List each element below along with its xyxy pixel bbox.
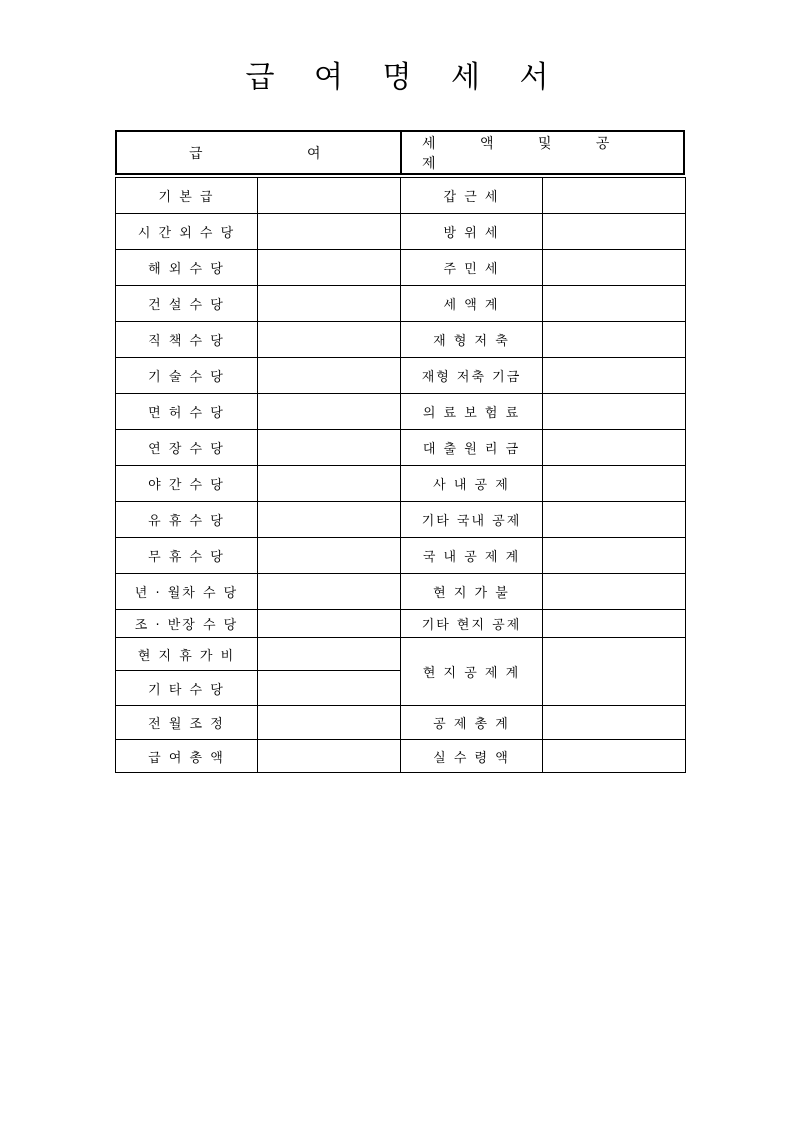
table-row <box>401 706 686 740</box>
pay-label: 면 허 수 당 <box>116 394 258 430</box>
pay-value-cell[interactable] <box>258 502 401 538</box>
deduction-value-cell[interactable] <box>543 178 686 214</box>
table-row <box>401 394 686 430</box>
pay-label: 해 외 수 당 <box>116 250 258 286</box>
pay-label: 기 타 수 당 <box>116 671 258 706</box>
deduction-value-cell[interactable] <box>543 322 686 358</box>
pay-value-cell[interactable] <box>258 250 401 286</box>
deduction-label: 기타 국내 공제 <box>401 502 543 538</box>
deduction-label: 세 액 계 <box>401 286 543 322</box>
page-title: 급 여 명 세 서 <box>245 60 564 95</box>
pay-value-cell[interactable] <box>258 430 401 466</box>
table-row <box>401 250 686 286</box>
table-row <box>116 638 401 671</box>
deduction-value-cell[interactable] <box>543 358 686 394</box>
deduction-value-cell[interactable] <box>543 430 686 466</box>
deduction-label: 사 내 공 제 <box>401 466 543 502</box>
table-row <box>401 178 686 214</box>
deduction-label: 현 지 공 제 계 <box>401 638 543 706</box>
table-row <box>116 394 401 430</box>
table-row <box>401 574 686 610</box>
pay-value-cell[interactable] <box>258 638 401 671</box>
table-row <box>401 638 686 706</box>
pay-label: 야 간 수 당 <box>116 466 258 502</box>
table-row <box>116 706 401 740</box>
table-row <box>116 358 401 394</box>
table-row <box>116 574 401 610</box>
table-row <box>116 502 401 538</box>
pay-label: 유 휴 수 당 <box>116 502 258 538</box>
deduction-header <box>400 130 685 175</box>
deduction-value-cell[interactable] <box>543 538 686 574</box>
pay-value-cell[interactable] <box>258 214 401 250</box>
table-row <box>401 466 686 502</box>
deduction-value-cell[interactable] <box>543 214 686 250</box>
table-row <box>401 358 686 394</box>
table-row <box>116 466 401 502</box>
pay-value-cell[interactable] <box>258 322 401 358</box>
pay-label: 기 본 급 <box>116 178 258 214</box>
pay-value-cell[interactable] <box>258 178 401 214</box>
deduction-value-cell[interactable] <box>543 250 686 286</box>
deduction-label: 갑 근 세 <box>401 178 543 214</box>
pay-value-cell[interactable] <box>258 538 401 574</box>
pay-label: 건 설 수 당 <box>116 286 258 322</box>
table-row <box>116 740 401 773</box>
deduction-header-label: 세 액 및 공 제 <box>422 135 630 172</box>
deduction-value-cell[interactable] <box>543 610 686 638</box>
table-row <box>116 610 401 638</box>
table-row <box>116 538 401 574</box>
deduction-label: 대 출 원 리 금 <box>401 430 543 466</box>
table-row <box>401 286 686 322</box>
pay-header <box>115 130 402 175</box>
deduction-label: 현 지 가 불 <box>401 574 543 610</box>
table-row <box>116 178 401 214</box>
table-row <box>401 214 686 250</box>
pay-value-cell[interactable] <box>258 466 401 502</box>
deduction-value-cell[interactable] <box>543 394 686 430</box>
table-row <box>116 286 401 322</box>
table-row <box>116 250 401 286</box>
pay-value-cell[interactable] <box>258 286 401 322</box>
table-row <box>116 214 401 250</box>
deduction-label: 공 제 총 계 <box>401 706 543 740</box>
pay-label: 급 여 총 액 <box>116 740 258 773</box>
pay-value-cell[interactable] <box>258 706 401 740</box>
deduction-value-cell[interactable] <box>543 466 686 502</box>
deduction-value-cell[interactable] <box>543 638 686 706</box>
deduction-label: 주 민 세 <box>401 250 543 286</box>
deduction-label: 국 내 공 제 계 <box>401 538 543 574</box>
pay-label: 현 지 휴 가 비 <box>116 638 258 671</box>
table-row <box>401 322 686 358</box>
pay-value-cell[interactable] <box>258 740 401 773</box>
table-row <box>401 502 686 538</box>
pay-table <box>115 177 401 773</box>
pay-label: 무 휴 수 당 <box>116 538 258 574</box>
table-row <box>401 610 686 638</box>
table-row <box>401 538 686 574</box>
pay-label: 직 책 수 당 <box>116 322 258 358</box>
deduction-label: 의 료 보 험 료 <box>401 394 543 430</box>
pay-header-label-a: 급 <box>189 145 203 162</box>
deduction-value-cell[interactable] <box>543 574 686 610</box>
deduction-label: 실 수 령 액 <box>401 740 543 773</box>
pay-value-cell[interactable] <box>258 671 401 706</box>
pay-value-cell[interactable] <box>258 574 401 610</box>
pay-value-cell[interactable] <box>258 394 401 430</box>
pay-label: 연 장 수 당 <box>116 430 258 466</box>
deduction-value-cell[interactable] <box>543 286 686 322</box>
table-row <box>116 671 401 706</box>
table-row <box>116 430 401 466</box>
table-row <box>401 430 686 466</box>
deduction-label: 방 위 세 <box>401 214 543 250</box>
deduction-value-cell[interactable] <box>543 740 686 773</box>
deduction-table <box>400 177 686 773</box>
pay-label: 년 · 월차 수 당 <box>116 574 258 610</box>
pay-label: 전 월 조 정 <box>116 706 258 740</box>
deduction-label: 재형 저축 기금 <box>401 358 543 394</box>
deduction-label: 재 형 저 축 <box>401 322 543 358</box>
table-row <box>116 322 401 358</box>
pay-label: 기 술 수 당 <box>116 358 258 394</box>
pay-label: 시 간 외 수 당 <box>116 214 258 250</box>
pay-value-cell[interactable] <box>258 610 401 638</box>
pay-value-cell[interactable] <box>258 358 401 394</box>
table-row <box>401 740 686 773</box>
deduction-value-cell[interactable] <box>543 706 686 740</box>
pay-label: 조 · 반장 수 당 <box>116 610 258 638</box>
pay-header-label-b: 여 <box>307 145 321 162</box>
deduction-label: 기타 현지 공제 <box>401 610 543 638</box>
deduction-value-cell[interactable] <box>543 502 686 538</box>
